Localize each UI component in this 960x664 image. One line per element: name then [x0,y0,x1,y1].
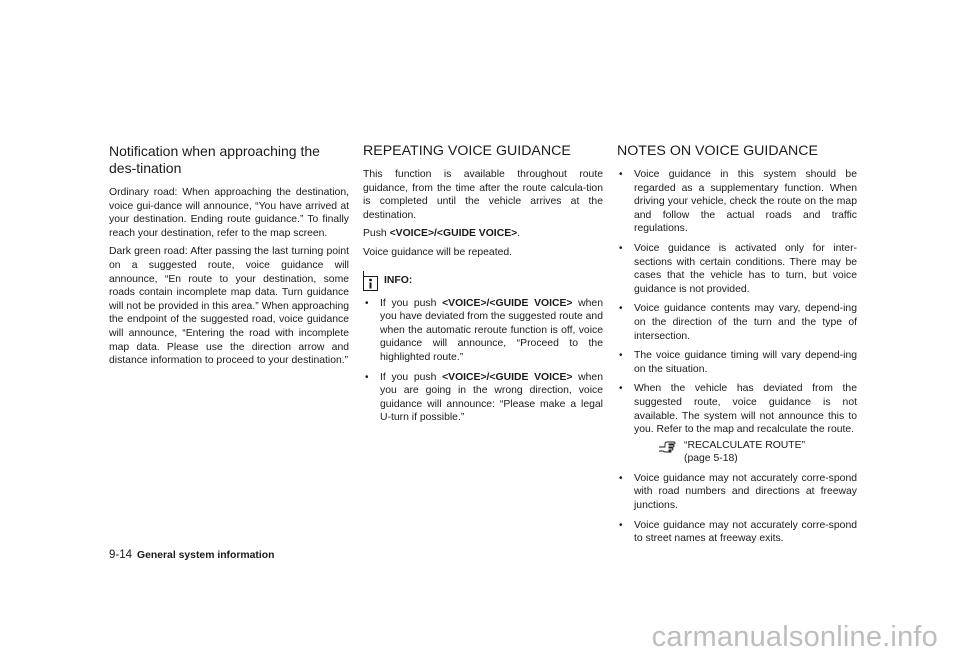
watermark: carmanualsonline.info [651,621,938,653]
list-item [363,371,603,425]
list-item: • Voice guidance is activated only for inter-sections with certain conditions. There may be cases that the vehicle has to turn, but voice guidance is not provided. [617,242,857,296]
page-footer [109,549,274,561]
bullet-text: When the vehicle has deviated from the suggested route, voice guidance is not available. The system will not announce this to you. Refer to the map and recalculate the route. [634,383,857,436]
paragraph-push-instruction [363,227,603,241]
list-item: • Voice guidance contents may vary, depend-ing on the direction of the turn and the type of intersection. [617,302,857,343]
list-item [363,297,603,365]
voice-button-label: <VOICE>/<GUIDE VOICE> [442,371,573,383]
pointing-hand-icon [658,440,676,453]
list-item: • Voice guidance may not accurately corre-spond with road numbers and directions at freeway junctions. [617,472,857,513]
bullet-text: when you have deviated from the suggested route and when the automatic reroute function is off, voice guidance will announce, “Proceed to the highlighted route.” [380,297,603,363]
cross-reference [658,439,857,466]
notes-list [617,168,857,546]
voice-button-label: <VOICE>/<GUIDE VOICE> [389,228,518,240]
section-heading-notes: NOTES ON VOICE GUIDANCE [617,143,819,159]
cross-reference-text [684,439,805,466]
column-left [109,143,349,373]
section-heading-notification: Notification when approaching the des-tination [109,143,320,176]
paragraph-availability: This function is available throughout route guidance, from the time after the route calcula-tion is completed until the vehicle arrives at the destination. [363,169,603,221]
info-list [363,297,603,425]
section-heading-repeating: REPEATING VOICE GUIDANCE [363,143,571,159]
list-item: • Voice guidance in this system should be regarded as a supplementary function. When driving your vehicle, check the route on the map and follow the actual roads and traffic regulations. [617,168,857,236]
info-icon [363,271,378,291]
bullet-lead: If you push [380,297,443,309]
paragraph-repeated: Voice guidance will be repeated. [363,246,513,258]
list-item: • Voice guidance may not accurately corre-spond to street names at freeway exits. [617,519,857,546]
paragraph-ordinary-road: Ordinary road: When approaching the destination, voice gui-dance will announce, “You have arrived at your destination. Ending route guidance.” To finally reach your destination, refer to the map screen. [109,187,349,239]
bullet-text: when you are going in the wrong direction, voice guidance will announce: “Please make a legal U-turn if possible.” [380,371,603,424]
info-label: INFO: [384,274,413,286]
column-right [617,143,857,552]
list-item: • The voice guidance timing will vary depend-ing on the situation. [617,349,857,376]
info-header [363,271,603,291]
voice-button-label: <VOICE>/<GUIDE VOICE> [442,297,573,309]
page-number: 9-14 [109,549,133,561]
section-title: General system information [137,550,275,561]
push-prefix: Push [363,228,390,240]
column-middle [363,143,603,431]
paragraph-dark-green-road: Dark green road: After passing the last turning point on a suggested route, voice guidance will announce, “En route to your destination, some roads contain incomplete map data. Turn guidance will not be provided in this area.” When approaching the endpoint of the suggested road, voice guidance will announce, “Entering the road with incomplete map data. Please use the direction arrow and distance information to proceed to your destination.” [109,246,349,367]
bullet-lead: If you push [380,371,443,383]
reference-title: “RECALCULATE ROUTE” [684,439,806,451]
push-suffix: . [517,228,521,240]
reference-page: (page 5-18) [684,453,738,465]
list-item [617,382,857,466]
